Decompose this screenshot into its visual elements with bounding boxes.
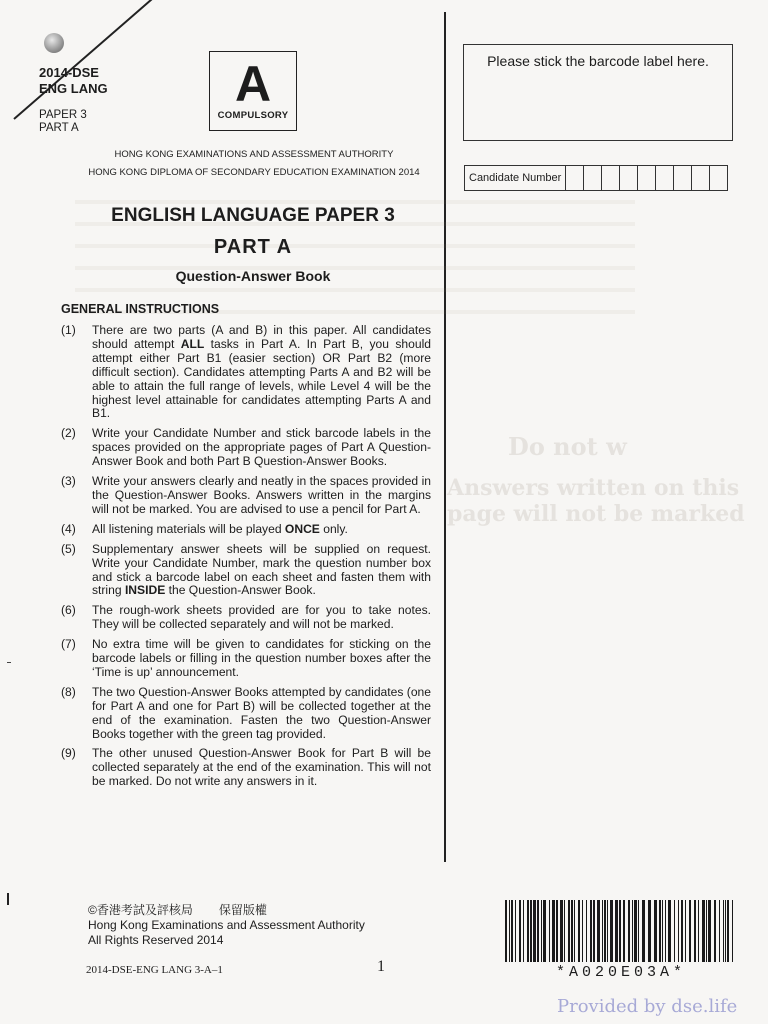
part-title: PART A: [213, 236, 293, 258]
candidate-number-field: [464, 165, 728, 191]
candidate-number-label: Candidate Number: [465, 166, 566, 190]
instruction-text: All listening materials will be played ONCE only.: [92, 521, 348, 536]
instruction-item: [61, 747, 431, 789]
barcode-text: *A020E03A*: [555, 964, 686, 981]
instruction-text: Write your Candidate Number and stick barcode labels in the spaces provided on the appropriate pages of Part A Question-Answer Book and both Part B Question-Answer Books.: [92, 426, 431, 469]
footer-code: 2014-DSE-ENG LANG 3-A–1: [86, 964, 223, 976]
instruction-number: (6): [61, 603, 76, 618]
watermark: Provided by dse.life: [557, 996, 738, 1017]
paper-part: PAPER 3 PART A: [39, 109, 87, 134]
instruction-number: (4): [61, 521, 76, 536]
instruction-item: [61, 475, 431, 517]
copyright-block: ©香港考試及評核局 保留版權 Hong Kong Examinations and Assessment Authority All Rights Reserved 2014: [88, 903, 365, 947]
page-number: 1: [377, 958, 385, 975]
margin-mark: [7, 662, 11, 663]
page-title: ENGLISH LANGUAGE PAPER 3: [111, 205, 395, 226]
instruction-text: The rough-work sheets provided are for you to take notes. They will be collected separately and will not be marked.: [92, 603, 431, 632]
instruction-item: [61, 604, 431, 632]
instructions-heading: GENERAL INSTRUCTIONS: [61, 302, 220, 316]
punch-hole: [44, 33, 64, 53]
candidate-number-cell: [692, 166, 710, 190]
paper-code: 2014-DSE ENG LANG: [39, 65, 108, 96]
instruction-number: (7): [61, 637, 76, 652]
barcode-icon: [505, 900, 733, 962]
barcode-label-box: Please stick the barcode label here.: [463, 44, 733, 141]
instruction-number: (5): [61, 541, 76, 556]
candidate-number-cell: [584, 166, 602, 190]
diagonal-rule: [13, 0, 195, 120]
instruction-item: [61, 543, 431, 599]
instruction-text: No extra time will be given to candidates for sticking on the barcode labels or filling in the question number boxes after the ‘Time is up’ announcement.: [92, 637, 431, 679]
instruction-number: (9): [61, 746, 76, 761]
candidate-number-cell: [602, 166, 620, 190]
instruction-item: [61, 523, 431, 537]
instruction-number: (1): [61, 323, 76, 337]
instruction-item: [61, 427, 431, 469]
candidate-number-cell: [620, 166, 638, 190]
candidate-number-cell: [566, 166, 584, 190]
instructions-list: [61, 324, 431, 795]
instruction-item: [61, 638, 431, 680]
instruction-number: (3): [61, 474, 76, 489]
candidate-number-cell: [674, 166, 692, 190]
instruction-text: Write your answers clearly and neatly in the spaces provided in the Question-Answer Books. Answers written in the margins will not be marked. You are advised to use a pencil for Part A.: [92, 474, 431, 516]
instruction-number: (2): [61, 426, 76, 441]
candidate-number-cell: [638, 166, 656, 190]
instruction-item: [61, 324, 431, 421]
show-through-text: Do not w: [508, 432, 627, 461]
section-a-box: [209, 51, 297, 131]
candidate-number-cell: [710, 166, 727, 190]
instruction-text: The two Question-Answer Books attempted by candidates (one for Part A and one for Part B) will be collected together at the end of the examination. Fasten the two Question-Answer Books together with the green tag provided.: [92, 684, 431, 741]
instruction-text: There are two parts (A and B) in this paper. All candidates should attempt ALL tasks in Part A. In Part B, you should attempt either Part B1 (easier section) OR Part B2 (more difficult section). Candidates attempting Parts A and B2 will be able to attain the full range of levels, while Level 4 will be the highest level attainable for candidates attempting Parts A and B1.: [92, 323, 431, 421]
vertical-divider: [444, 12, 446, 862]
authority-heading: HONG KONG EXAMINATIONS AND ASSESSMENT AUTHORITY HONG KONG DIPLOMA OF SECONDARY EDUCATION EXAMINATION 2014: [88, 149, 420, 178]
show-through-text: Answers written on this page will not be marked: [447, 475, 745, 527]
instruction-text: The other unused Question-Answer Book for Part B will be collected separately at the end of the examination. This will not be marked. Do not write any answers in it.: [92, 746, 431, 789]
section-letter: A: [234, 56, 272, 112]
instruction-text: Supplementary answer sheets will be supplied on request. Write your Candidate Number, mark the question number box and stick a barcode label on each sheet and fasten them with string INSIDE the Question-Answer Book.: [92, 541, 431, 598]
instruction-number: (8): [61, 684, 76, 699]
book-subtitle: Question-Answer Book: [175, 268, 331, 284]
candidate-number-cell: [656, 166, 674, 190]
margin-mark: [7, 893, 9, 905]
section-label: COMPULSORY: [217, 110, 289, 121]
instruction-item: [61, 686, 431, 742]
